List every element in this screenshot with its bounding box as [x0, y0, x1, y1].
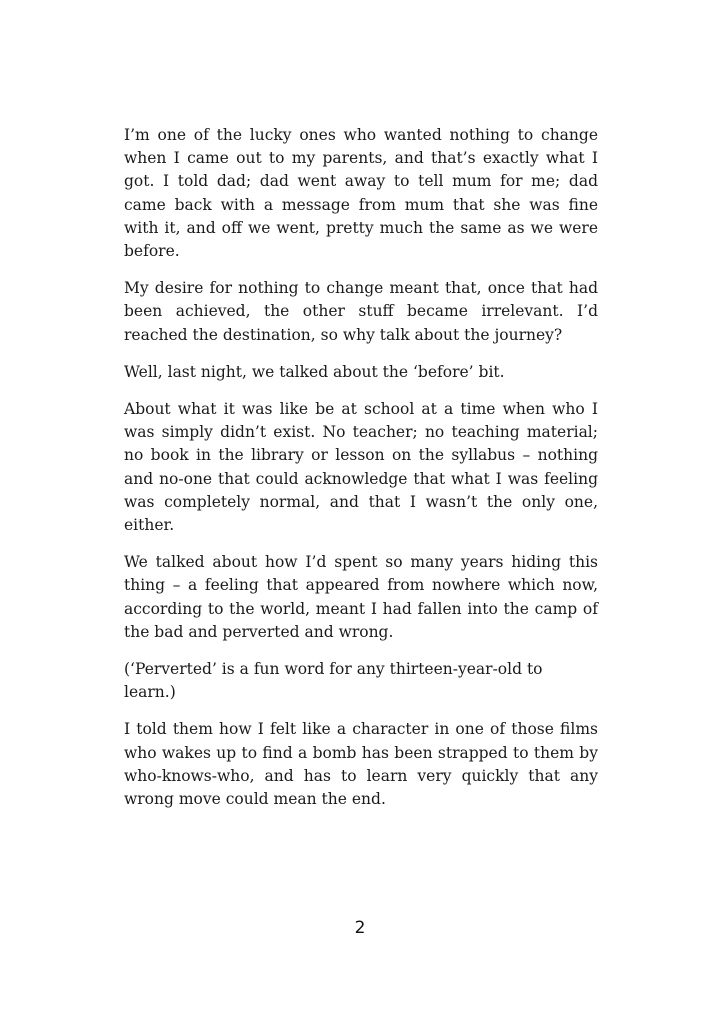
paragraph: Well, last night, we talked about the ‘before’ bit. [124, 362, 505, 381]
page-number: 2 [354, 918, 366, 938]
paragraph: My desire for nothing to change meant that, once that had been achieved, the other stuff became irrelevant. I’d reached the destination, so why talk about the journey? [124, 279, 598, 344]
paragraph: I told them how I felt like a character in one of those films who wakes up to find a bomb has been strapped to them by who-knows-who, and has to learn very quickly that any wrong move could mean the end. [124, 720, 598, 809]
paragraph: We talked about how I’d spent so many years hiding this thing – a feeling that appeared from nowhere which now, according to the world, meant I had fallen into the camp of the bad and perverted and wrong. [124, 553, 598, 641]
paragraph: (‘Perverted’ is a fun word for any thirteen-year-old to learn.) [124, 660, 543, 702]
body-text [124, 124, 598, 825]
paragraph: I’m one of the lucky ones who wanted nothing to change when I came out to my parents, and that’s exactly what I got. I told dad; dad went away to tell mum for me; dad came back with a message from mum that she was fine with it, and off we went, pretty much the same as we were before. [124, 126, 598, 261]
paragraph: About what it was like be at school at a time when who I was simply didn’t exist. No teacher; no teaching material; no book in the library or lesson on the syllabus – nothing and no-one that could acknowledge that what I was feeling was completely normal, and that I wasn’t the only one, either. [124, 400, 598, 535]
